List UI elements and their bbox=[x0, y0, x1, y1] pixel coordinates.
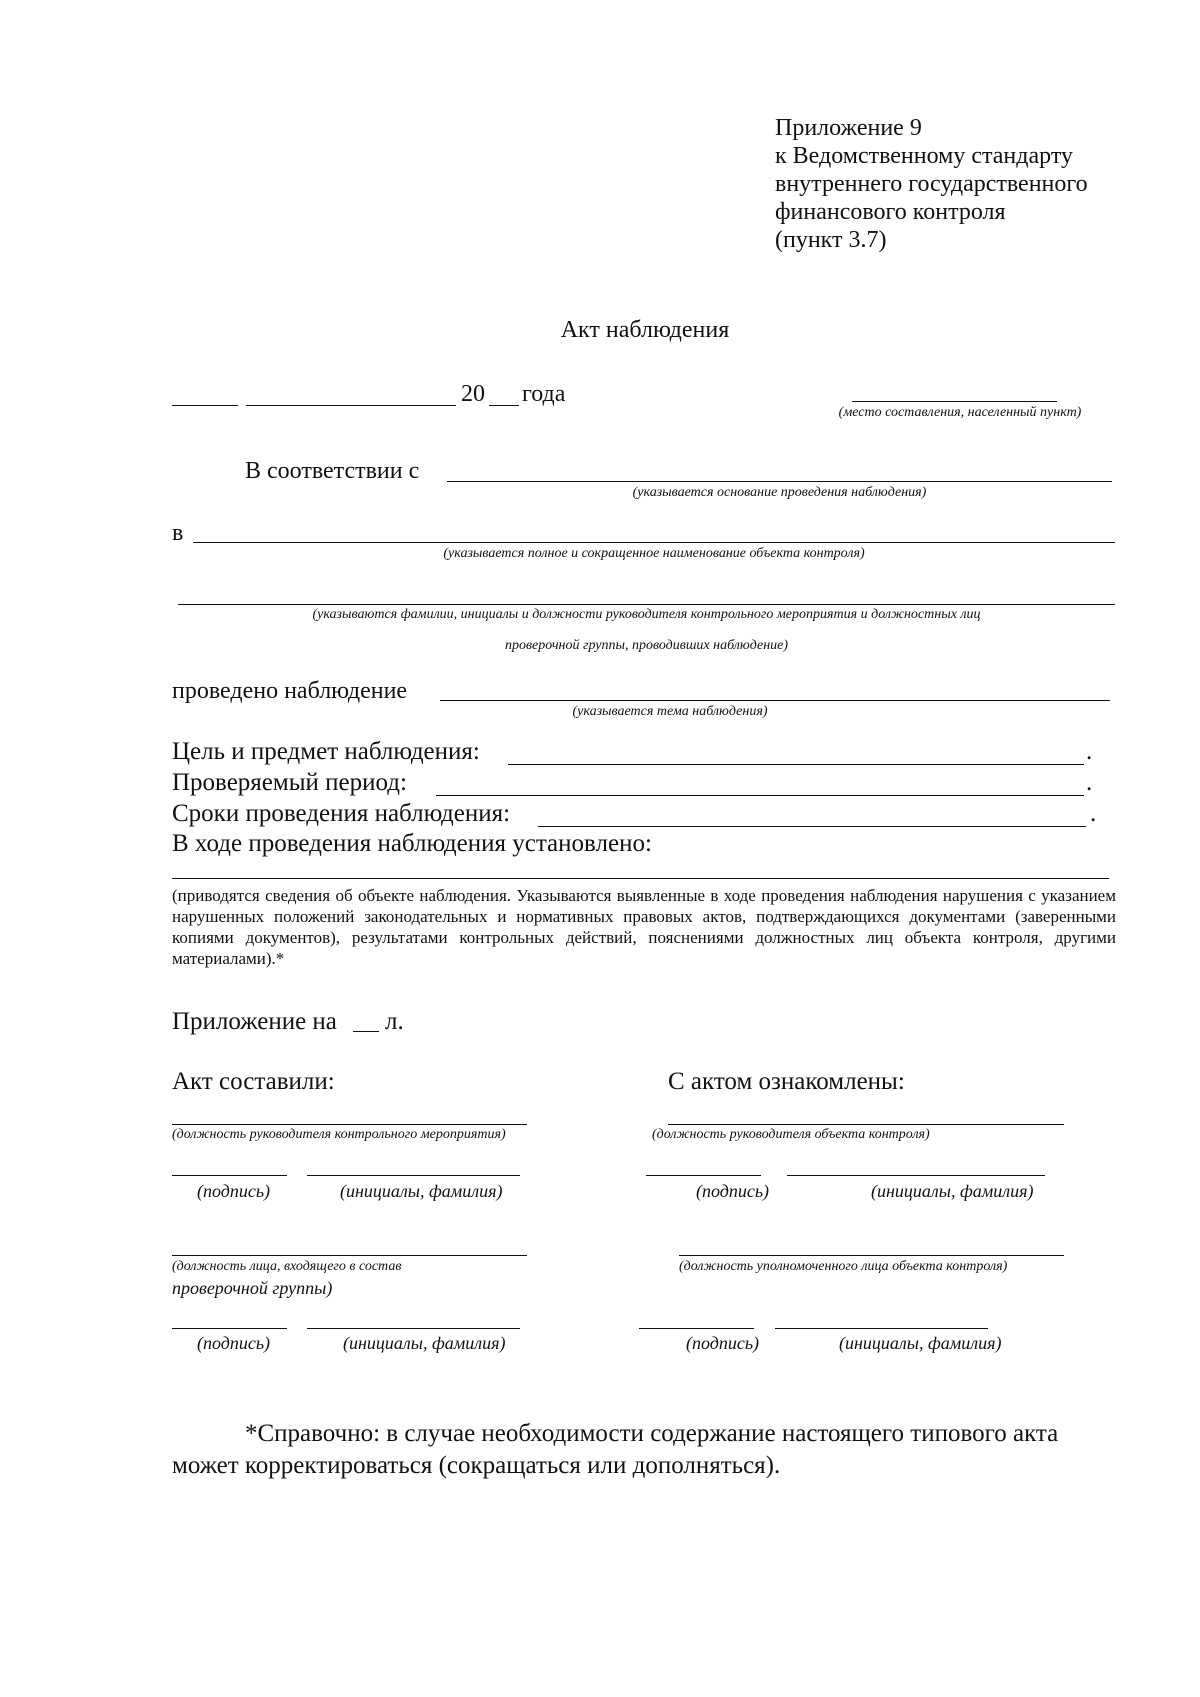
acquainted-head-name-caption: (инициалы, фамилия) bbox=[871, 1181, 1034, 1201]
date-day-blank bbox=[172, 405, 238, 406]
acquainted-authorized-name-caption: (инициалы, фамилия) bbox=[839, 1333, 1002, 1353]
acquainted-authorized-position-blank bbox=[679, 1255, 1064, 1256]
basis-caption: (указывается основание проведения наблюдения) bbox=[632, 485, 927, 500]
period-label: Проверяемый период: bbox=[172, 769, 407, 796]
appendix-number: Приложение 9 bbox=[775, 115, 922, 141]
acquainted-authorized-sign-caption: (подпись) bbox=[686, 1333, 760, 1353]
basis-blank bbox=[447, 481, 1112, 482]
place-caption: (место составления, населенный пункт) bbox=[838, 405, 1082, 420]
acquainted-head-position-blank bbox=[668, 1124, 1064, 1125]
findings-note: (приводятся сведения об объекте наблюдения. Указываются выявленные в ходе проведения наблюдения нарушения с указанием нарушенных положений законодательных и нормативных правовых актов, подтверждающихся документами (заверенными копиями документов), результатами контрольных действий, пояснениями должностных лиц объекта контроля, другими материалами).* bbox=[172, 886, 1116, 968]
compiled-head-sign-blank bbox=[172, 1175, 287, 1176]
object-blank bbox=[193, 542, 1115, 543]
topic-caption: (указывается тема наблюдения) bbox=[572, 704, 768, 719]
persons-blank bbox=[178, 604, 1115, 605]
attachment-prefix: Приложение на bbox=[172, 1008, 337, 1035]
object-caption: (указывается полное и сокращенное наименование объекта контроля) bbox=[443, 546, 865, 561]
compiled-member-position-caption-2: проверочной группы) bbox=[172, 1278, 333, 1298]
findings-blank bbox=[172, 878, 1109, 879]
acquainted-head-position-caption: (должность руководителя объекта контроля) bbox=[652, 1127, 930, 1142]
compiled-member-position-caption-1: (должность лица, входящего в состав bbox=[172, 1259, 402, 1274]
compiled-member-name-blank bbox=[307, 1328, 520, 1329]
compiled-head-position-blank bbox=[172, 1124, 527, 1125]
appendix-clause: (пункт 3.7) bbox=[775, 227, 887, 253]
compiled-member-sign-blank bbox=[172, 1328, 287, 1329]
appendix-line-2: к Ведомственному стандарту bbox=[775, 143, 1073, 169]
acquainted-head-sign-caption: (подпись) bbox=[696, 1181, 770, 1201]
topic-label: проведено наблюдение bbox=[172, 678, 408, 704]
object-label: в bbox=[172, 520, 184, 546]
compiled-member-position-blank bbox=[172, 1255, 527, 1256]
terms-end-mark: . bbox=[1090, 800, 1097, 827]
document-title: Акт наблюдения bbox=[560, 317, 730, 343]
footnote-line-2: может корректироваться (сокращаться или дополняться). bbox=[172, 1452, 781, 1479]
period-blank bbox=[436, 795, 1084, 796]
terms-blank bbox=[538, 826, 1086, 827]
place-blank bbox=[852, 401, 1057, 402]
topic-blank bbox=[440, 700, 1110, 701]
compiled-head-name-caption: (инициалы, фамилия) bbox=[340, 1181, 503, 1201]
acquainted-head-name-blank bbox=[787, 1175, 1045, 1176]
period-end-mark: . bbox=[1086, 769, 1093, 796]
date-year-suffix: года bbox=[522, 381, 566, 407]
acquainted-heading: С актом ознакомлены: bbox=[668, 1068, 905, 1095]
compiled-head-name-blank bbox=[307, 1175, 520, 1176]
basis-label: В соответствии с bbox=[245, 458, 420, 484]
attachment-suffix: л. bbox=[385, 1008, 404, 1035]
acquainted-head-sign-blank bbox=[646, 1175, 761, 1176]
compiled-head-sign-caption: (подпись) bbox=[197, 1181, 271, 1201]
attachment-pages-blank bbox=[353, 1031, 379, 1032]
compiled-member-name-caption: (инициалы, фамилия) bbox=[343, 1333, 506, 1353]
compiled-heading: Акт составили: bbox=[172, 1068, 335, 1095]
acquainted-authorized-position-caption: (должность уполномоченного лица объекта контроля) bbox=[679, 1259, 1008, 1274]
goal-label: Цель и предмет наблюдения: bbox=[172, 738, 480, 765]
goal-blank bbox=[508, 764, 1084, 765]
appendix-line-4: финансового контроля bbox=[775, 199, 1006, 225]
established-label: В ходе проведения наблюдения установлено: bbox=[172, 830, 652, 857]
footnote-line-1: *Справочно: в случае необходимости содержание настоящего типового акта bbox=[245, 1420, 1059, 1447]
compiled-head-position-caption: (должность руководителя контрольного мероприятия) bbox=[172, 1127, 506, 1142]
acquainted-authorized-sign-blank bbox=[639, 1328, 754, 1329]
date-year-blank bbox=[489, 405, 519, 406]
persons-caption-2: проверочной группы, проводивших наблюдение) bbox=[504, 638, 789, 653]
date-year-prefix: 20 bbox=[461, 381, 485, 407]
terms-label: Сроки проведения наблюдения: bbox=[172, 800, 511, 827]
acquainted-authorized-name-blank bbox=[775, 1328, 988, 1329]
persons-caption-1: (указываются фамилии, инициалы и должности руководителя контрольного мероприятия и должностных лиц bbox=[312, 607, 981, 622]
appendix-line-3: внутреннего государственного bbox=[775, 171, 1088, 197]
date-month-blank bbox=[246, 405, 456, 406]
compiled-member-sign-caption: (подпись) bbox=[197, 1333, 271, 1353]
goal-end-mark: . bbox=[1086, 738, 1093, 765]
